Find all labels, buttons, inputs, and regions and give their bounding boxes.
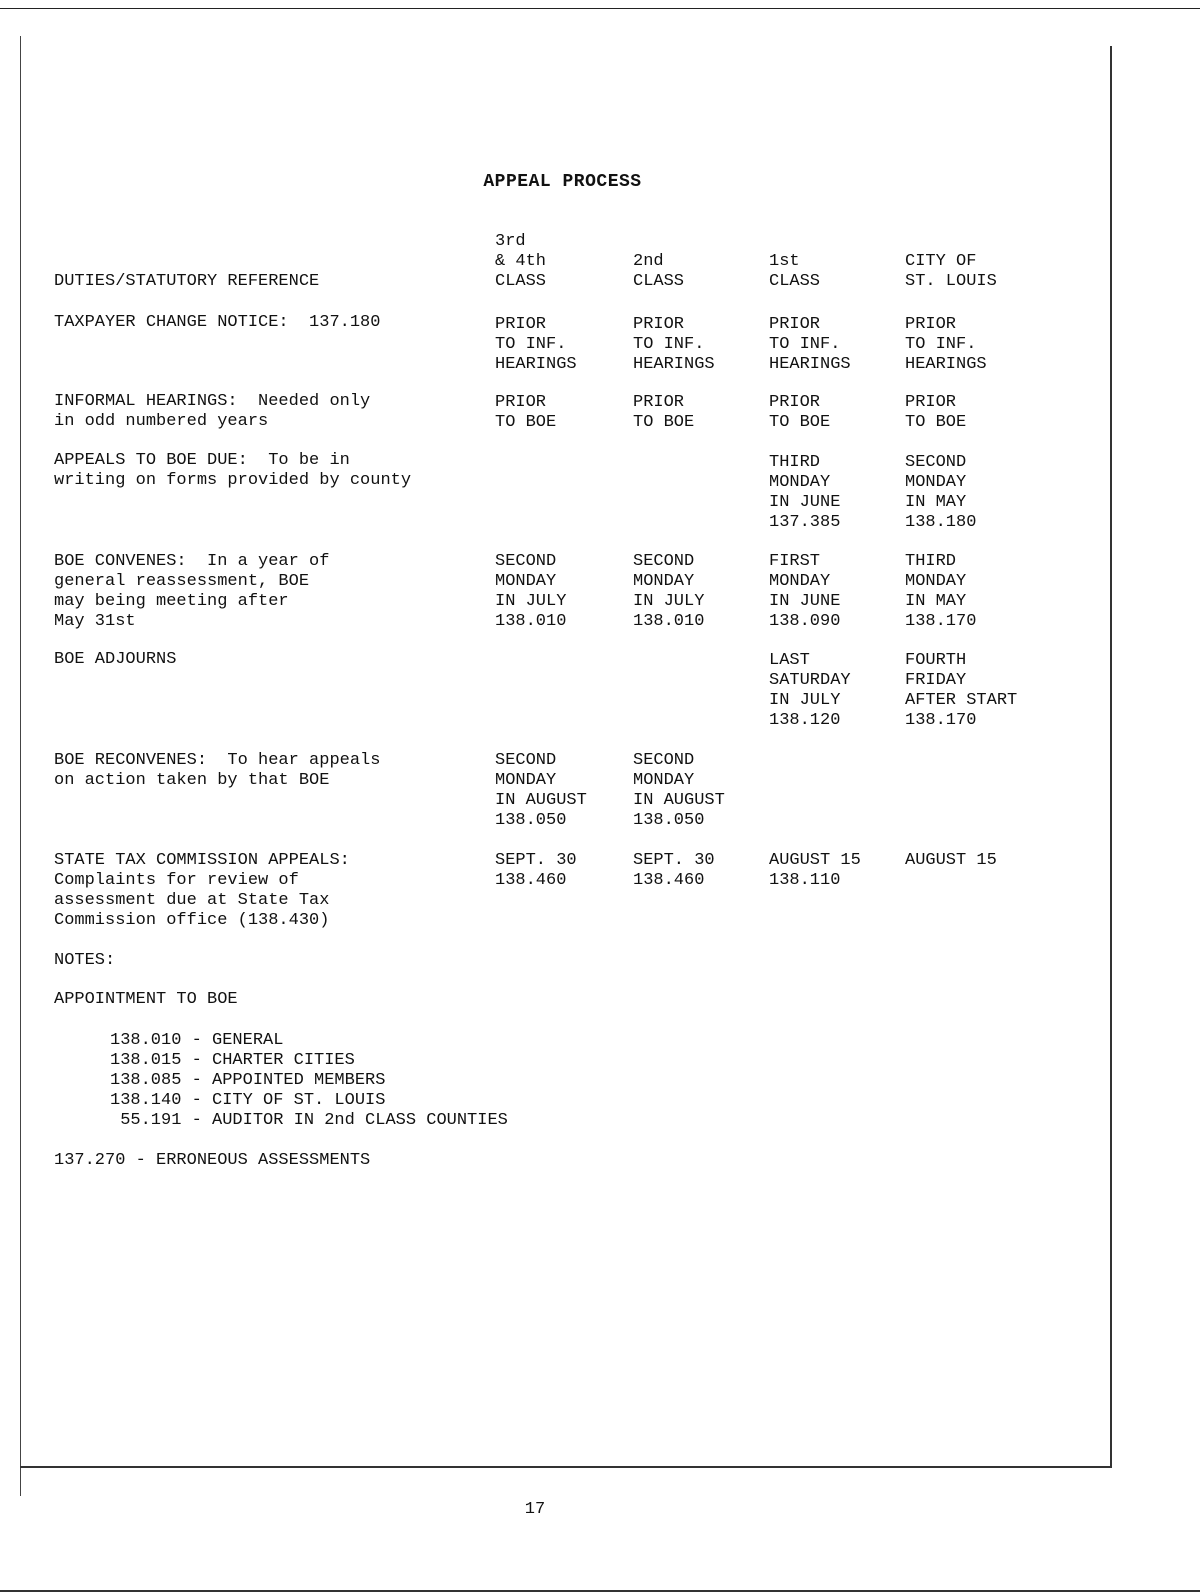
row-cell: SECOND MONDAY IN AUGUST 138.050 (633, 751, 725, 830)
page-number: 17 (524, 1500, 546, 1519)
row-cell: SECOND MONDAY IN JULY 138.010 (495, 552, 567, 631)
page-title: APPEAL PROCESS (483, 172, 642, 192)
row-cell: SEPT. 30 138.460 (495, 851, 577, 890)
header-col-3rd-4th-class: 3rd & 4th CLASS (495, 232, 547, 291)
row-cell: SECOND MONDAY IN JULY 138.010 (633, 552, 705, 631)
row-cell: PRIOR TO INF. HEARINGS (633, 315, 715, 374)
row-cell: PRIOR TO BOE (769, 393, 831, 432)
list-item: 138.140 - CITY OF ST. LOUIS (110, 1091, 386, 1110)
row-cell: LAST SATURDAY IN JULY 138.120 (769, 651, 851, 730)
row-label: BOE CONVENES: In a year of general reassessment, BOE may being meeting after May 31st (54, 552, 330, 631)
row-cell: THIRD MONDAY IN MAY 138.170 (905, 552, 977, 631)
row-cell: SEPT. 30 138.460 (633, 851, 715, 890)
row-label: STATE TAX COMMISSION APPEALS: Complaints for review of assessment due at State Tax Commission office (138.430) (54, 851, 350, 930)
row-cell: PRIOR TO INF. HEARINGS (769, 315, 851, 374)
top-rule (0, 8, 1200, 9)
page-frame-right-border (1110, 46, 1112, 1466)
row-label: TAXPAYER CHANGE NOTICE: 137.180 (54, 313, 381, 332)
row-label: APPEALS TO BOE DUE: To be in writing on forms provided by county (54, 451, 412, 490)
row-cell: PRIOR TO INF. HEARINGS (905, 315, 987, 374)
bottom-rule (0, 1590, 1200, 1592)
row-cell: THIRD MONDAY IN JUNE 137.385 (769, 453, 841, 532)
header-col-1st-class: 1st CLASS (769, 252, 821, 291)
list-item: 138.015 - CHARTER CITIES (110, 1051, 355, 1070)
row-cell: PRIOR TO BOE (495, 393, 557, 432)
row-cell: AUGUST 15 (905, 851, 997, 870)
appointment-heading: APPOINTMENT TO BOE (54, 990, 238, 1009)
row-cell: PRIOR TO BOE (633, 393, 695, 432)
row-cell: AUGUST 15 138.110 (769, 851, 861, 890)
list-item: 55.191 - AUDITOR IN 2nd CLASS COUNTIES (110, 1111, 508, 1130)
notes-heading: NOTES: (54, 951, 116, 970)
list-item: 138.010 - GENERAL (110, 1031, 284, 1050)
page-frame-left-border (20, 36, 21, 1496)
row-label: INFORMAL HEARINGS: Needed only in odd numbered years (54, 392, 371, 431)
row-cell: SECOND MONDAY IN MAY 138.180 (905, 453, 977, 532)
erroneous-assessments-note: 137.270 - ERRONEOUS ASSESSMENTS (54, 1151, 371, 1170)
row-cell: FIRST MONDAY IN JUNE 138.090 (769, 552, 841, 631)
list-item: 138.085 - APPOINTED MEMBERS (110, 1071, 386, 1090)
row-label: BOE RECONVENES: To hear appeals on action taken by that BOE (54, 751, 381, 790)
row-cell: FOURTH FRIDAY AFTER START 138.170 (905, 651, 1018, 730)
row-label: BOE ADJOURNS (54, 650, 177, 669)
row-cell: SECOND MONDAY IN AUGUST 138.050 (495, 751, 587, 830)
header-col-city-of-st-louis: CITY OF ST. LOUIS (905, 252, 997, 291)
row-cell: PRIOR TO INF. HEARINGS (495, 315, 577, 374)
row-cell: PRIOR TO BOE (905, 393, 967, 432)
header-label: DUTIES/STATUTORY REFERENCE (54, 272, 320, 291)
header-col-2nd-class: 2nd CLASS (633, 252, 685, 291)
page-frame-bottom-border (20, 1466, 1112, 1468)
